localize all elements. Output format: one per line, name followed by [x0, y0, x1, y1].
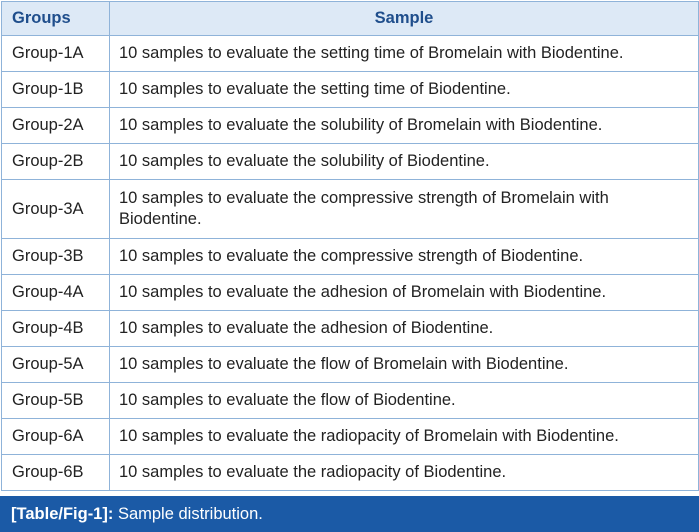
group-cell: Group-6B [2, 455, 110, 491]
table-row [2, 239, 699, 275]
sample-cell: 10 samples to evaluate the setting time of Bromelain with Biodentine. [110, 36, 699, 72]
sample-distribution-table [1, 1, 699, 491]
column-header-groups: Groups [2, 2, 110, 36]
table-row [2, 455, 699, 491]
table-row [2, 347, 699, 383]
table-row [2, 36, 699, 72]
sample-cell: 10 samples to evaluate the compressive strength of Bromelain with Biodentine. [110, 180, 699, 239]
group-cell: Group-4A [2, 275, 110, 311]
figure-caption [0, 496, 699, 532]
group-cell: Group-2A [2, 108, 110, 144]
sample-cell: 10 samples to evaluate the adhesion of Biodentine. [110, 311, 699, 347]
column-header-sample: Sample [110, 2, 699, 36]
sample-cell: 10 samples to evaluate the adhesion of Bromelain with Biodentine. [110, 275, 699, 311]
group-cell: Group-5A [2, 347, 110, 383]
table-header-row [2, 2, 699, 36]
sample-cell: 10 samples to evaluate the solubility of Bromelain with Biodentine. [110, 108, 699, 144]
group-cell: Group-3B [2, 239, 110, 275]
sample-cell: 10 samples to evaluate the compressive strength of Biodentine. [110, 239, 699, 275]
table-row [2, 383, 699, 419]
table-row [2, 108, 699, 144]
table-row [2, 419, 699, 455]
group-cell: Group-2B [2, 144, 110, 180]
sample-cell: 10 samples to evaluate the solubility of Biodentine. [110, 144, 699, 180]
group-cell: Group-5B [2, 383, 110, 419]
sample-cell: 10 samples to evaluate the radiopacity of Biodentine. [110, 455, 699, 491]
table-row [2, 144, 699, 180]
sample-cell: 10 samples to evaluate the flow of Bromelain with Biodentine. [110, 347, 699, 383]
group-cell: Group-3A [2, 180, 110, 239]
caption-reference: [Table/Fig-1]: [11, 505, 114, 523]
group-cell: Group-1B [2, 72, 110, 108]
table-row [2, 72, 699, 108]
table-row [2, 180, 699, 239]
table-row [2, 275, 699, 311]
group-cell: Group-1A [2, 36, 110, 72]
sample-cell: 10 samples to evaluate the radiopacity of Bromelain with Biodentine. [110, 419, 699, 455]
table-row [2, 311, 699, 347]
sample-cell: 10 samples to evaluate the setting time of Biodentine. [110, 72, 699, 108]
sample-cell: 10 samples to evaluate the flow of Biodentine. [110, 383, 699, 419]
group-cell: Group-6A [2, 419, 110, 455]
caption-text: Sample distribution. [117, 505, 263, 523]
group-cell: Group-4B [2, 311, 110, 347]
